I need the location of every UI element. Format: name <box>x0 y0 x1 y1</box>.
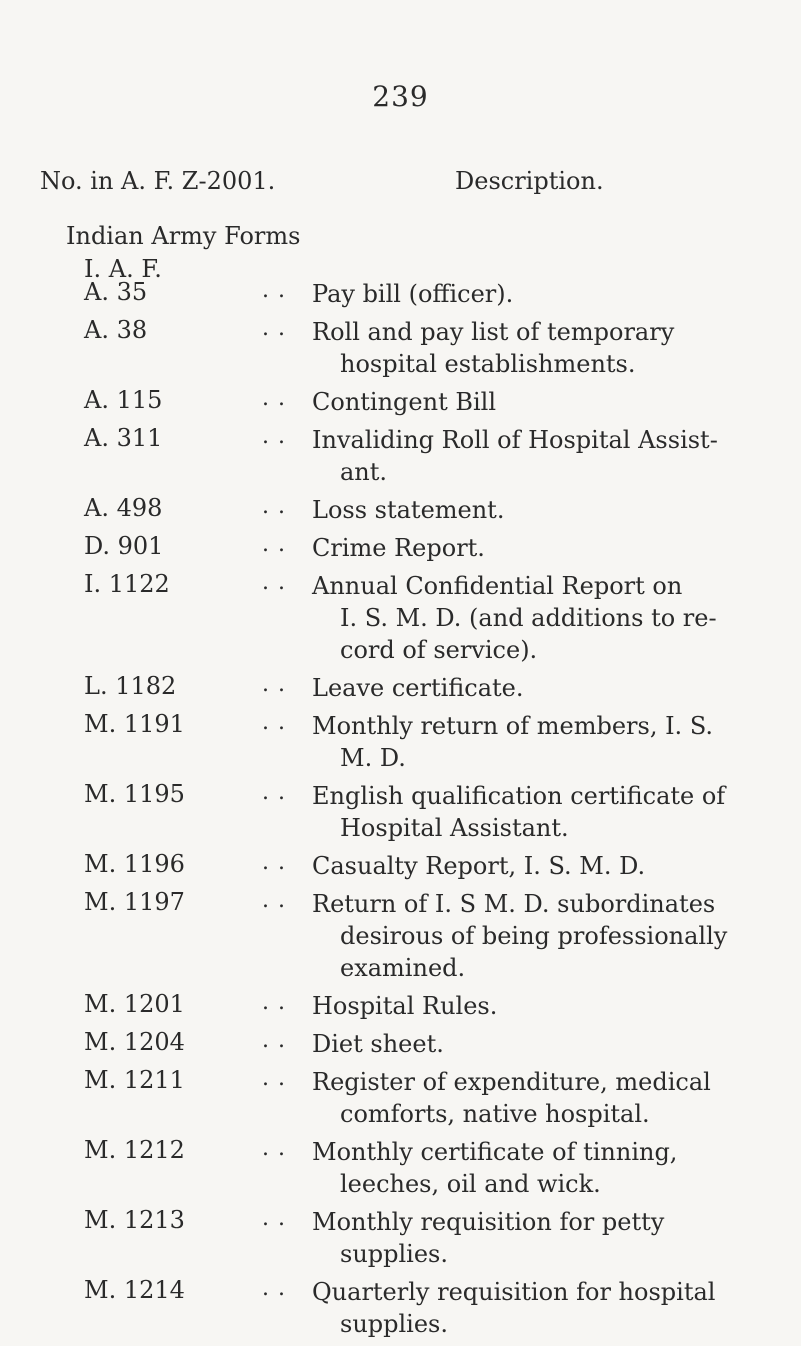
leader-dots: . . <box>262 780 286 805</box>
form-description <box>312 1066 772 1130</box>
form-entry <box>0 990 801 1028</box>
leader-dots: . . <box>262 888 286 913</box>
form-description <box>312 1136 772 1200</box>
section-title: Indian Army Forms <box>66 222 301 250</box>
form-entry <box>0 570 801 672</box>
form-description <box>312 1276 772 1340</box>
description-continuation-line: leeches, oil and wick. <box>340 1170 601 1198</box>
leader-dots: . . <box>262 532 286 557</box>
form-number: M. 1212 <box>84 1136 185 1164</box>
form-entry <box>0 850 801 888</box>
column-heading-form-number: No. in A. F. Z-2001. <box>40 167 276 195</box>
form-number: A. 115 <box>84 386 163 414</box>
form-entry <box>0 532 801 570</box>
leader-dots: . . <box>262 1028 286 1053</box>
form-number: A. 35 <box>84 278 148 306</box>
form-entry <box>0 1206 801 1276</box>
description-line: Monthly certificate of tinning, <box>312 1138 678 1166</box>
form-description <box>312 386 772 418</box>
section-subtitle: I. A. F. <box>84 255 162 283</box>
form-description <box>312 710 772 774</box>
leader-dots: . . <box>262 1206 286 1231</box>
forms-list <box>0 278 801 1346</box>
description-continuation-line: ant. <box>340 458 388 486</box>
leader-dots: . . <box>262 990 286 1015</box>
leader-dots: . . <box>262 850 286 875</box>
form-entry <box>0 316 801 386</box>
form-number: M. 1195 <box>84 780 185 808</box>
description-continuation-line: Hospital Assistant. <box>340 814 569 842</box>
form-number: L. 1182 <box>84 672 177 700</box>
form-description <box>312 494 772 526</box>
form-entry <box>0 1276 801 1346</box>
description-line: Leave certificate. <box>312 674 524 702</box>
leader-dots: . . <box>262 494 286 519</box>
description-continuation-line: comforts, native hospital. <box>340 1100 650 1128</box>
leader-dots: . . <box>262 710 286 735</box>
form-entry <box>0 386 801 424</box>
form-description <box>312 424 772 488</box>
form-entry <box>0 278 801 316</box>
leader-dots: . . <box>262 1066 286 1091</box>
leader-dots: . . <box>262 386 286 411</box>
form-entry <box>0 1136 801 1206</box>
description-line: Diet sheet. <box>312 1030 444 1058</box>
form-entry <box>0 888 801 990</box>
form-description <box>312 1028 772 1060</box>
leader-dots: . . <box>262 424 286 449</box>
form-description <box>312 532 772 564</box>
form-description <box>312 780 772 844</box>
description-continuation-line: M. D. <box>340 744 406 772</box>
form-entry <box>0 710 801 780</box>
form-number: M. 1213 <box>84 1206 185 1234</box>
description-line: Quarterly requisition for hospital <box>312 1278 716 1306</box>
description-continuation-line: I. S. M. D. (and additions to re- <box>340 604 717 632</box>
form-description <box>312 672 772 704</box>
form-description <box>312 278 772 310</box>
description-continuation-line: supplies. <box>340 1310 448 1338</box>
form-number: M. 1196 <box>84 850 185 878</box>
description-line: Pay bill (officer). <box>312 280 514 308</box>
description-line: Casualty Report, I. S. M. D. <box>312 852 646 880</box>
form-number: I. 1122 <box>84 570 170 598</box>
form-entry <box>0 672 801 710</box>
form-number: M. 1197 <box>84 888 185 916</box>
form-number: M. 1214 <box>84 1276 185 1304</box>
form-entry <box>0 1028 801 1066</box>
description-line: Crime Report. <box>312 534 485 562</box>
description-continuation-line: examined. <box>340 954 466 982</box>
form-description <box>312 850 772 882</box>
form-number: A. 498 <box>84 494 163 522</box>
description-line: Invaliding Roll of Hospital Assist- <box>312 426 718 454</box>
form-number: M. 1191 <box>84 710 185 738</box>
leader-dots: . . <box>262 1136 286 1161</box>
column-heading-description: Description. <box>455 167 604 195</box>
form-description <box>312 316 772 380</box>
description-line: Contingent Bill <box>312 388 497 416</box>
description-line: Return of I. S M. D. subordinates <box>312 890 716 918</box>
description-continuation-line: cord of service). <box>340 636 538 664</box>
description-line: Monthly requisition for petty <box>312 1208 665 1236</box>
leader-dots: . . <box>262 570 286 595</box>
form-number: M. 1211 <box>84 1066 185 1094</box>
description-continuation-line: supplies. <box>340 1240 448 1268</box>
form-entry <box>0 494 801 532</box>
leader-dots: . . <box>262 278 286 303</box>
form-number: D. 901 <box>84 532 164 560</box>
form-entry <box>0 1066 801 1136</box>
form-description <box>312 990 772 1022</box>
leader-dots: . . <box>262 1276 286 1301</box>
leader-dots: . . <box>262 316 286 341</box>
form-number: M. 1201 <box>84 990 185 1018</box>
form-entry <box>0 424 801 494</box>
description-continuation-line: desirous of being professionally <box>340 922 728 950</box>
page-number: 239 <box>372 80 429 113</box>
leader-dots: . . <box>262 672 286 697</box>
description-line: Loss statement. <box>312 496 505 524</box>
description-line: Register of expenditure, medical <box>312 1068 711 1096</box>
form-description <box>312 570 772 666</box>
description-line: Roll and pay list of temporary <box>312 318 675 346</box>
description-line: Annual Confidential Report on <box>312 572 683 600</box>
description-line: Hospital Rules. <box>312 992 498 1020</box>
form-description <box>312 888 772 984</box>
form-number: A. 311 <box>84 424 163 452</box>
description-continuation-line: hospital establishments. <box>340 350 636 378</box>
form-number: M. 1204 <box>84 1028 185 1056</box>
description-line: English qualification certificate of <box>312 782 726 810</box>
form-number: A. 38 <box>84 316 148 344</box>
description-line: Monthly return of members, I. S. <box>312 712 714 740</box>
form-entry <box>0 780 801 850</box>
form-description <box>312 1206 772 1270</box>
